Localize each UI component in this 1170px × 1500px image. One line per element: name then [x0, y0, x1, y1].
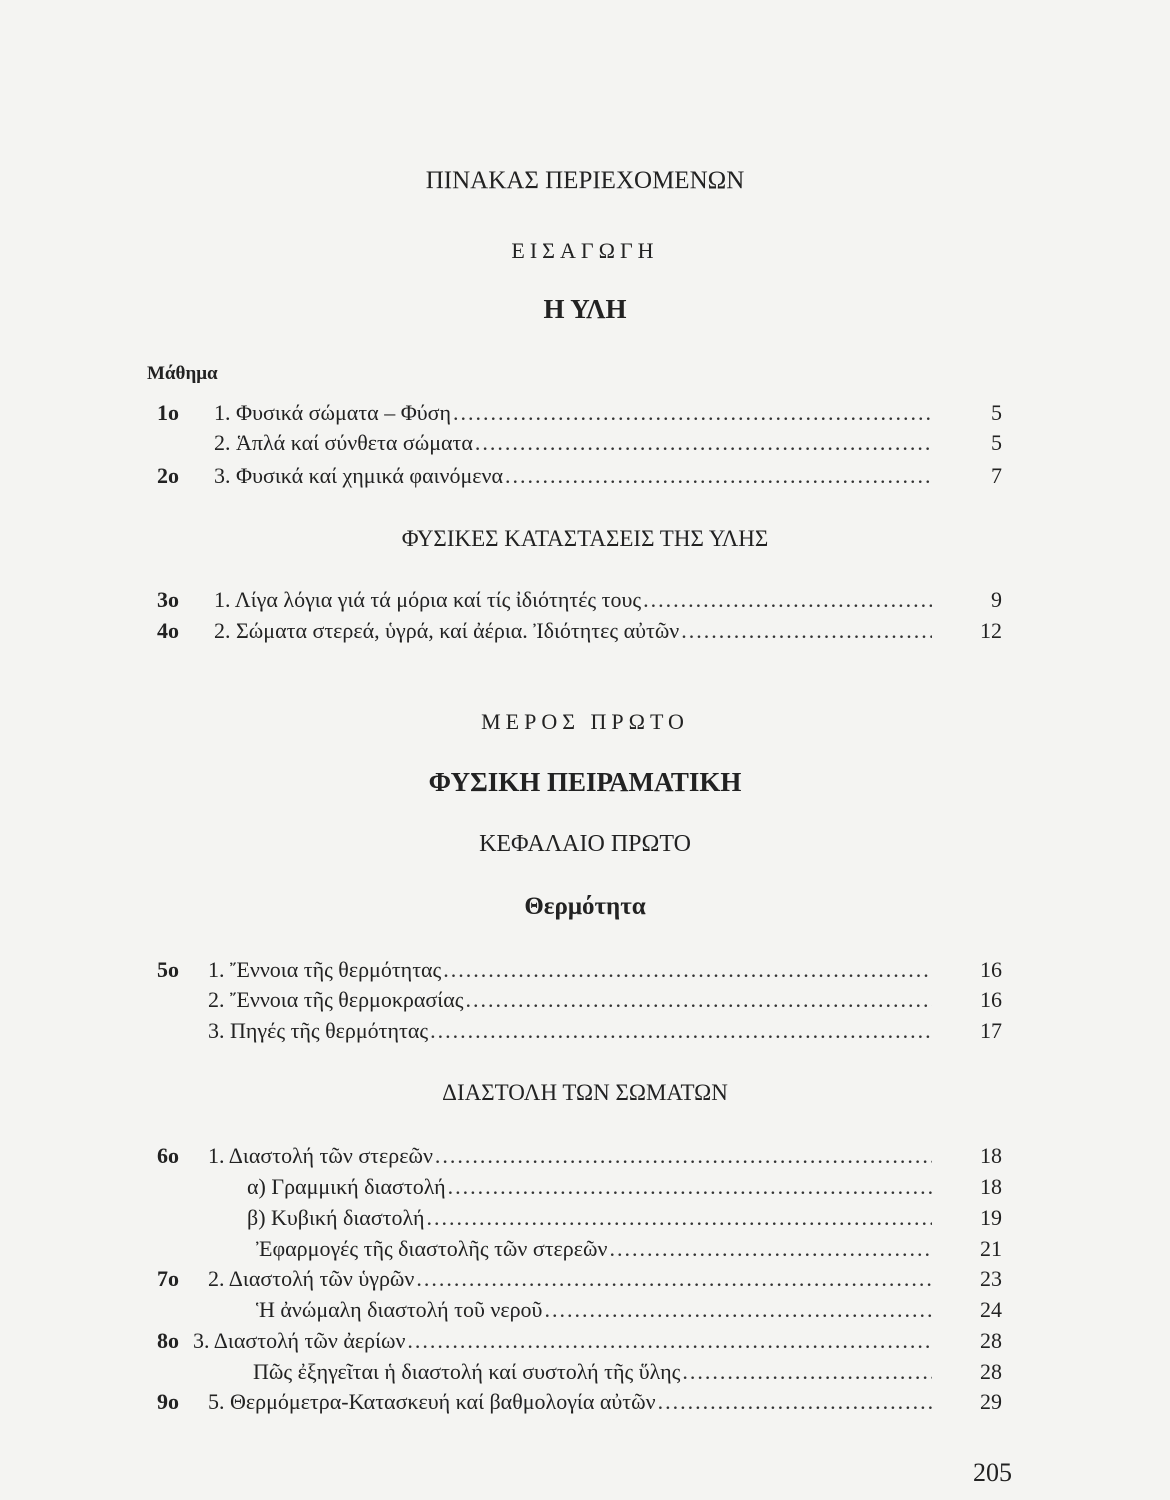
lesson-number: 9ο: [157, 1389, 179, 1414]
toc-entry: [256, 1234, 932, 1264]
leader-dots: [658, 1387, 932, 1417]
toc-row: [0, 1387, 1170, 1417]
entry-page: 28: [980, 1328, 1002, 1353]
entry-text: 3. Φυσικά καί χημικά φαινόμενα: [214, 463, 504, 488]
toc-entry: [208, 1264, 932, 1294]
leader-dots: [443, 955, 932, 985]
entry-page: 5: [991, 430, 1002, 455]
toc-row: [0, 1357, 1170, 1387]
toc-entry: [208, 1141, 932, 1171]
toc-row: [0, 1016, 1170, 1046]
part-matter-heading: Η ΥΛΗ: [543, 294, 627, 324]
entry-text: 5. Θερμόμετρα-Κατασκευή καί βαθμολογία αὐτῶν: [208, 1389, 656, 1414]
entry-text: 1. Λίγα λόγια γιά τά μόρια καί τίς ἰδιότητές τους: [214, 587, 642, 612]
toc-entry: [214, 585, 932, 615]
leader-dots: [453, 398, 932, 428]
lesson-number: 5ο: [157, 957, 179, 982]
entry-text: 2. Σώματα στερεά, ὑγρά, καί ἀέρια. Ἰδιότητες αὐτῶν: [214, 618, 680, 643]
leader-dots: [544, 1295, 932, 1325]
leader-dots: [643, 585, 932, 615]
leader-dots: [465, 985, 932, 1015]
leader-dots: [448, 1172, 932, 1202]
lesson-number: 6ο: [157, 1143, 179, 1168]
entry-page: 9: [991, 587, 1002, 612]
toc-entry: [253, 1357, 932, 1387]
entry-text: Ἡ ἀνώμαλη διαστολή τοῦ νεροῦ: [256, 1297, 543, 1322]
entry-page: 12: [980, 618, 1002, 643]
toc-row: [0, 428, 1170, 458]
part-one-title: ΦΥΣΙΚΗ ΠΕΙΡΑΜΑΤΙΚΗ: [428, 767, 742, 797]
toc-entry: [193, 1326, 932, 1356]
toc-row: [0, 985, 1170, 1015]
lesson-number: 4ο: [157, 618, 179, 643]
toc-row: [0, 955, 1170, 985]
leader-dots: [435, 1141, 932, 1171]
toc-row: [0, 616, 1170, 646]
leader-dots: [427, 1203, 933, 1233]
entry-page: 28: [980, 1359, 1002, 1384]
entry-text: 2. Διαστολή τῶν ὑγρῶν: [208, 1266, 415, 1291]
toc-entry: [256, 1295, 932, 1325]
entry-text: 1. Ἔννοια τῆς θερμότητας: [208, 957, 442, 982]
entry-page: 21: [980, 1236, 1002, 1261]
toc-entry: [208, 955, 932, 985]
intro-heading: ΕΙΣΑΓΩΓΗ: [511, 238, 659, 263]
toc-entry: [214, 428, 932, 458]
leader-dots: [681, 616, 932, 646]
entry-page: 23: [980, 1266, 1002, 1291]
entry-text: Ἐφαρμογές τῆς διαστολῆς τῶν στερεῶν: [256, 1236, 608, 1261]
lesson-number: 7ο: [157, 1266, 179, 1291]
toc-entry: [247, 1172, 932, 1202]
toc-entry: [247, 1203, 932, 1233]
entry-text: 1. Διαστολή τῶν στερεῶν: [208, 1143, 433, 1168]
entry-page: 16: [980, 987, 1002, 1012]
toc-entry: [208, 1016, 932, 1046]
entry-text: 1. Φυσικά σώματα – Φύση: [214, 400, 452, 425]
entry-page: 16: [980, 957, 1002, 982]
part-one-heading: ΜΕΡΟΣ ΠΡΩΤΟ: [481, 709, 689, 734]
leader-dots: [505, 461, 932, 491]
leader-dots: [407, 1326, 932, 1356]
toc-row: [0, 1172, 1170, 1202]
entry-text: 2. Ἔννοια τῆς θερμοκρασίας: [208, 987, 464, 1012]
section-expansion-heading: ΔΙΑΣΤΟΛΗ ΤΩΝ ΣΩΜΑΤΩΝ: [442, 1080, 728, 1105]
toc-row: [0, 1264, 1170, 1294]
entry-text: Πῶς ἐξηγεῖται ἡ διαστολή καί συστολή τῆς ὕλης: [253, 1359, 681, 1384]
entry-text: 2. Ἁπλά καί σύνθετα σώματα: [214, 430, 473, 455]
chapter-one-heading: ΚΕΦΑΛΑΙΟ ΠΡΩΤΟ: [479, 831, 691, 857]
lesson-number: 1ο: [157, 400, 179, 425]
section-states-heading: ΦΥΣΙΚΕΣ ΚΑΤΑΣΤΑΣΕΙΣ ΤΗΣ ΥΛΗΣ: [401, 526, 769, 551]
toc-row: [0, 1234, 1170, 1264]
entry-page: 7: [991, 463, 1002, 488]
leader-dots: [430, 1016, 932, 1046]
entry-text: 3. Πηγές τῆς θερμότητας: [208, 1018, 429, 1043]
toc-entry: [208, 985, 932, 1015]
toc-row: [0, 1141, 1170, 1171]
toc-row: [0, 1295, 1170, 1325]
chapter-one-title: Θερμότητα: [524, 893, 646, 920]
toc-entry: [214, 616, 932, 646]
entry-text: 3. Διαστολή τῶν ἀερίων: [193, 1328, 406, 1353]
entry-page: 5: [991, 400, 1002, 425]
page-number: 205: [973, 1458, 1012, 1487]
toc-entry: [214, 398, 932, 428]
lesson-column-header: Μάθημα: [147, 363, 218, 384]
toc-row: [0, 585, 1170, 615]
entry-text: α) Γραμμική διαστολή: [247, 1174, 446, 1199]
leader-dots: [475, 428, 932, 458]
lesson-number: 2ο: [157, 463, 179, 488]
entry-page: 17: [980, 1018, 1002, 1043]
entry-text: β) Κυβική διαστολή: [247, 1205, 425, 1230]
page-title: ΠΙΝΑΚΑΣ ΠΕΡΙΕΧΟΜΕΝΩΝ: [425, 167, 745, 194]
entry-page: 18: [980, 1143, 1002, 1168]
entry-page: 29: [980, 1389, 1002, 1414]
toc-row: [0, 1203, 1170, 1233]
toc-entry: [208, 1387, 932, 1417]
entry-page: 24: [980, 1297, 1002, 1322]
lesson-number: 8ο: [157, 1328, 179, 1353]
toc-row: [0, 461, 1170, 491]
lesson-number: 3ο: [157, 587, 179, 612]
leader-dots: [416, 1264, 932, 1294]
entry-page: 19: [980, 1205, 1002, 1230]
leader-dots: [609, 1234, 932, 1264]
toc-entry: [214, 461, 932, 491]
leader-dots: [682, 1357, 932, 1387]
toc-row: [0, 398, 1170, 428]
toc-row: [0, 1326, 1170, 1356]
entry-page: 18: [980, 1174, 1002, 1199]
